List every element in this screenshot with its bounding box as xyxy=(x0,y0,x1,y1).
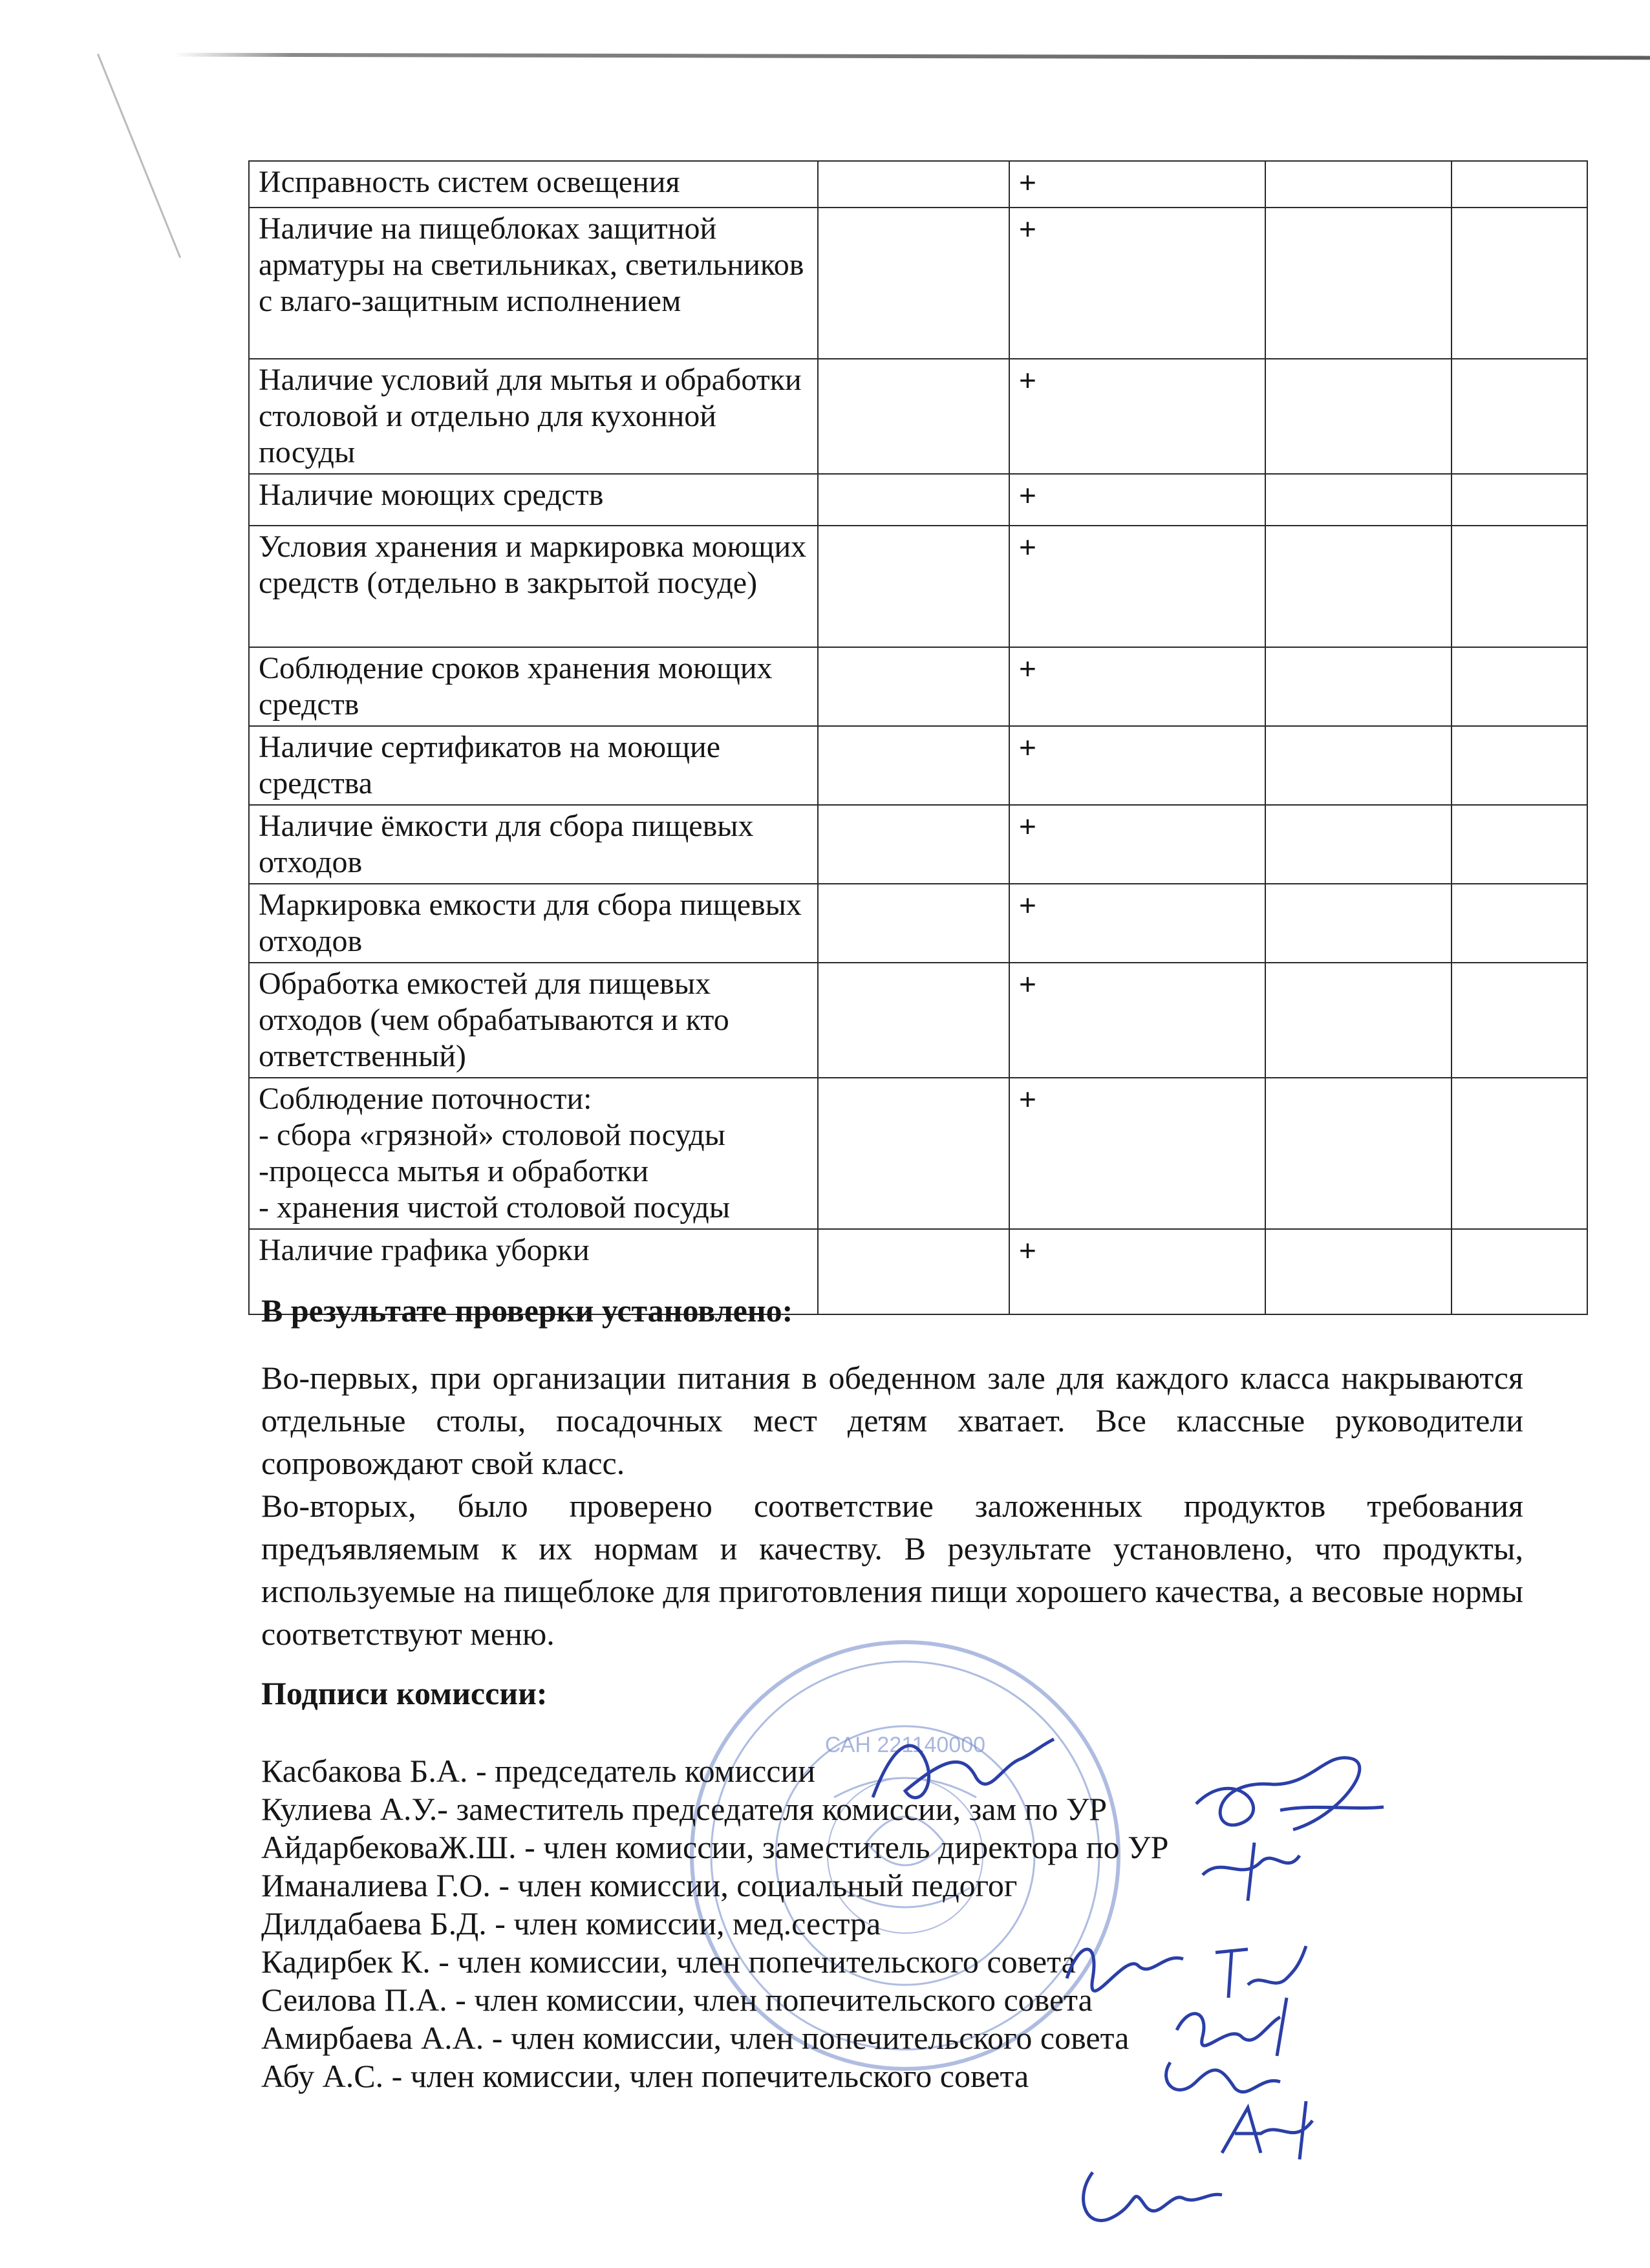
checklist-mark: + xyxy=(1009,208,1265,359)
checklist-empty-cell xyxy=(1265,161,1452,208)
inspection-checklist-table xyxy=(248,160,1588,1315)
checklist-row xyxy=(249,1078,1587,1229)
checklist-mark: + xyxy=(1009,963,1265,1078)
scan-edge-shadow xyxy=(175,53,1650,60)
checklist-empty-cell xyxy=(818,359,1009,474)
checklist-empty-cell xyxy=(818,526,1009,647)
signature-chairman xyxy=(866,1720,1060,1823)
checklist-item-text: Исправность систем освещения xyxy=(249,161,818,208)
commission-member: АйдарбековаЖ.Ш. - член комиссии, заместитель директора по УР xyxy=(261,1829,1169,1865)
commission-signatures-title: Подписи комиссии: xyxy=(261,1675,548,1711)
checklist-mark: + xyxy=(1009,161,1265,208)
checklist-empty-cell xyxy=(818,1229,1009,1314)
checklist-empty-cell xyxy=(818,805,1009,884)
checklist-item-text: Наличие графика уборки xyxy=(249,1229,818,1314)
checklist-empty-cell xyxy=(1265,647,1452,726)
checklist-empty-cell xyxy=(818,726,1009,805)
commission-member: Касбакова Б.А. - председатель комиссии xyxy=(261,1753,815,1789)
stamp-text: САН 221140000 xyxy=(824,1733,986,1757)
signature-member-9 xyxy=(1073,2159,1228,2237)
checklist-empty-cell xyxy=(1452,805,1587,884)
checklist-empty-cell xyxy=(1452,647,1587,726)
checklist-item-text: Маркировка емкости для сбора пищевых отходов xyxy=(249,884,818,963)
checklist-empty-cell xyxy=(1265,805,1452,884)
signature-deputy-chair xyxy=(1183,1739,1390,1849)
checklist-empty-cell xyxy=(818,474,1009,526)
checklist-item-text: Обработка емкостей для пищевых отходов (чем обрабатываются и кто ответственный) xyxy=(249,963,818,1078)
checklist-empty-cell xyxy=(818,208,1009,359)
checklist-empty-cell xyxy=(1265,884,1452,963)
checklist-empty-cell xyxy=(1265,1078,1452,1229)
commission-member: Сеилова П.А. - член комиссии, член попечительского совета xyxy=(261,1982,1093,2018)
checklist-row xyxy=(249,805,1587,884)
results-heading: В результате проверки установлено: xyxy=(261,1292,793,1329)
checklist-row xyxy=(249,726,1587,805)
checklist-mark: + xyxy=(1009,884,1265,963)
checklist-mark: + xyxy=(1009,1229,1265,1314)
checklist-mark: + xyxy=(1009,726,1265,805)
checklist-mark: + xyxy=(1009,474,1265,526)
checklist-mark: + xyxy=(1009,359,1265,474)
checklist-row xyxy=(249,208,1587,359)
commission-member: Абу А.С. - член комиссии, член попечительского совета xyxy=(261,2058,1029,2094)
checklist-body xyxy=(249,161,1587,1314)
checklist-empty-cell xyxy=(1265,359,1452,474)
checklist-item-text: Наличие моющих средств xyxy=(249,474,818,526)
checklist-item-text: Наличие ёмкости для сбора пищевых отходов xyxy=(249,805,818,884)
checklist-empty-cell xyxy=(818,161,1009,208)
checklist-empty-cell xyxy=(1265,474,1452,526)
checklist-empty-cell xyxy=(1265,1229,1452,1314)
checklist-row xyxy=(249,647,1587,726)
checklist-mark: + xyxy=(1009,1078,1265,1229)
checklist-empty-cell xyxy=(1452,208,1587,359)
checklist-mark: + xyxy=(1009,805,1265,884)
checklist-row xyxy=(249,474,1587,526)
checklist-empty-cell xyxy=(1452,726,1587,805)
checklist-item-text: Наличие условий для мытья и обработки столовой и отдельно для кухонной посуды xyxy=(249,359,818,474)
checklist-empty-cell xyxy=(1452,963,1587,1078)
checklist-empty-cell xyxy=(818,963,1009,1078)
commission-member: Дилдабаева Б.Д. - член комиссии, мед.сестра xyxy=(261,1905,881,1942)
checklist-empty-cell xyxy=(1265,208,1452,359)
checklist-row xyxy=(249,526,1587,647)
checklist-empty-cell xyxy=(1265,726,1452,805)
commission-member: Кулиева А.У.- заместитель председателя комиссии, зам по УР xyxy=(261,1791,1108,1827)
checklist-empty-cell xyxy=(1452,526,1587,647)
checklist-row xyxy=(249,161,1587,208)
checklist-mark: + xyxy=(1009,526,1265,647)
checklist-empty-cell xyxy=(1452,1229,1587,1314)
commission-member: Иманалиева Г.О. - член комиссии, социальный педогог xyxy=(261,1867,1018,1903)
checklist-empty-cell xyxy=(1265,526,1452,647)
signature-member-8 xyxy=(1216,2095,1319,2166)
checklist-row xyxy=(249,884,1587,963)
checklist-empty-cell xyxy=(818,647,1009,726)
checklist-empty-cell xyxy=(1452,884,1587,963)
checklist-row xyxy=(249,359,1587,474)
checklist-empty-cell xyxy=(1265,963,1452,1078)
checklist-mark: + xyxy=(1009,647,1265,726)
signature-member-5 xyxy=(1060,1927,1190,1998)
checklist-item-text: Соблюдение поточности: - сбора «грязной» столовой посуды -процесса мытья и обработки - хранения чистой столовой посуды xyxy=(249,1078,818,1229)
results-paragraph-1: Во-первых, при организации питания в обеденном зале для каждого класса накрываются отдельные столы, посадочных мест детям хватает. Все классные руководители сопровождают свой класс. xyxy=(261,1360,1523,1481)
checklist-empty-cell xyxy=(818,1078,1009,1229)
checklist-item-text: Соблюдение сроков хранения моющих средств xyxy=(249,647,818,726)
checklist-item-text: Наличие сертификатов на моющие средства xyxy=(249,726,818,805)
checklist-row xyxy=(249,963,1587,1078)
scan-fold-line xyxy=(97,54,181,258)
checklist-empty-cell xyxy=(1452,359,1587,474)
results-text xyxy=(261,1356,1523,1655)
signature-member-3 xyxy=(1196,1836,1306,1907)
checklist-item-text: Наличие на пищеблоках защитной арматуры на светильниках, светильников с влаго-защитным исполнением xyxy=(249,208,818,359)
results-paragraph-2: Во-вторых, было проверено соответствие заложенных продуктов требования предъявляемым к их нормам и качеству. В результате установлено, что продукты, используемые на пищеблоке для приготовления пищи хорошего качества, а весовые нормы соответствуют меню. xyxy=(261,1488,1523,1652)
commission-member: Кадирбек К. - член комиссии, член попечительского совета xyxy=(261,1943,1076,1980)
checklist-item-text: Условия хранения и маркировка моющих средств (отдельно в закрытой посуде) xyxy=(249,526,818,647)
checklist-empty-cell xyxy=(818,884,1009,963)
commission-member: Амирбаева А.А. - член комиссии, член попечительского совета xyxy=(261,2020,1130,2056)
checklist-empty-cell xyxy=(1452,1078,1587,1229)
checklist-empty-cell xyxy=(1452,474,1587,526)
checklist-empty-cell xyxy=(1452,161,1587,208)
